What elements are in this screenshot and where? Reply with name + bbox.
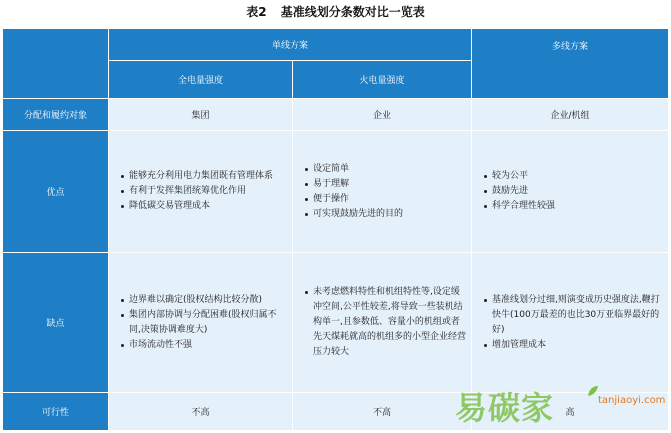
- list-item: 集团内部协调与分配困难(股权归属不同,决策协调难度大): [121, 308, 288, 338]
- list-item: 易于理解: [305, 177, 467, 192]
- watermark-url: tanjiaoyi.com: [598, 395, 666, 406]
- row-label-allocation: 分配和履约对象: [3, 99, 109, 131]
- list-item: 科学合理性较强: [484, 199, 664, 214]
- list-item: 市场流动性不强: [121, 338, 288, 353]
- feasibility-thermal: 不高: [293, 393, 472, 431]
- disadvantages-coal-list: [109, 293, 292, 353]
- advantages-thermal-cell: [293, 131, 472, 253]
- list-item: 边界难以确定(股权结构比较分散): [121, 293, 288, 308]
- list-item: 有利于发挥集团统筹优化作用: [121, 184, 288, 199]
- list-item: 增加管理成本: [484, 338, 664, 353]
- list-item: 基准线划分过细,则演变成历史强度法,鞭打快牛(100万最差的也比30万亚临界最好的好): [484, 293, 664, 338]
- list-item: 较为公平: [484, 169, 664, 184]
- list-item: 降低碳交易管理成本: [121, 199, 288, 214]
- table-number: 表2: [246, 5, 267, 19]
- disadvantages-coal-cell: [109, 253, 293, 393]
- list-item: 设定简单: [305, 162, 467, 177]
- row-label-feasibility: 可行性: [3, 393, 109, 431]
- disadvantages-thermal-cell: [293, 253, 472, 393]
- watermark-brand: 易碳家: [455, 389, 555, 427]
- list-item: 未考虑燃料特性和机组特性等,设定缓冲空间,公平性较差,将导致一些装机结构单一,且参数低、容量小的机组或者先天煤耗就高的机组多的小型企业经营压力较大: [305, 285, 467, 360]
- advantages-multi-cell: [472, 131, 669, 253]
- single-line-header: 单线方案: [109, 29, 472, 61]
- coal-intensity-header: 全电量强度: [109, 61, 293, 99]
- row-label-advantages: 优点: [3, 131, 109, 253]
- disadvantages-thermal-list: [293, 285, 471, 360]
- list-item: 能够充分利用电力集团既有管理体系: [121, 169, 288, 184]
- list-item: 可实现鼓励先进的目的: [305, 207, 467, 222]
- table-caption: [0, 3, 671, 21]
- allocation-multi: 企业/机组: [472, 99, 669, 131]
- thermal-intensity-header: 火电量强度: [293, 61, 472, 99]
- disadvantages-multi-cell: [472, 253, 669, 393]
- feasibility-coal: 不高: [109, 393, 293, 431]
- list-item: 鼓励先进: [484, 184, 664, 199]
- row-label-disadvantages: 缺点: [3, 253, 109, 393]
- advantages-coal-cell: [109, 131, 293, 253]
- advantages-multi-list: [472, 169, 668, 214]
- advantages-coal-list: [109, 169, 292, 214]
- allocation-thermal: 企业: [293, 99, 472, 131]
- disadvantages-multi-list: [472, 293, 668, 353]
- feasibility-multi: 高: [472, 393, 669, 431]
- advantages-thermal-list: [293, 162, 471, 222]
- table-title: 基准线划分条数对比一览表: [280, 5, 425, 19]
- allocation-coal: 集团: [109, 99, 293, 131]
- comparison-table: [2, 28, 669, 431]
- corner-header: [3, 29, 109, 99]
- list-item: 便于操作: [305, 192, 467, 207]
- multi-line-header: 多线方案: [472, 29, 669, 99]
